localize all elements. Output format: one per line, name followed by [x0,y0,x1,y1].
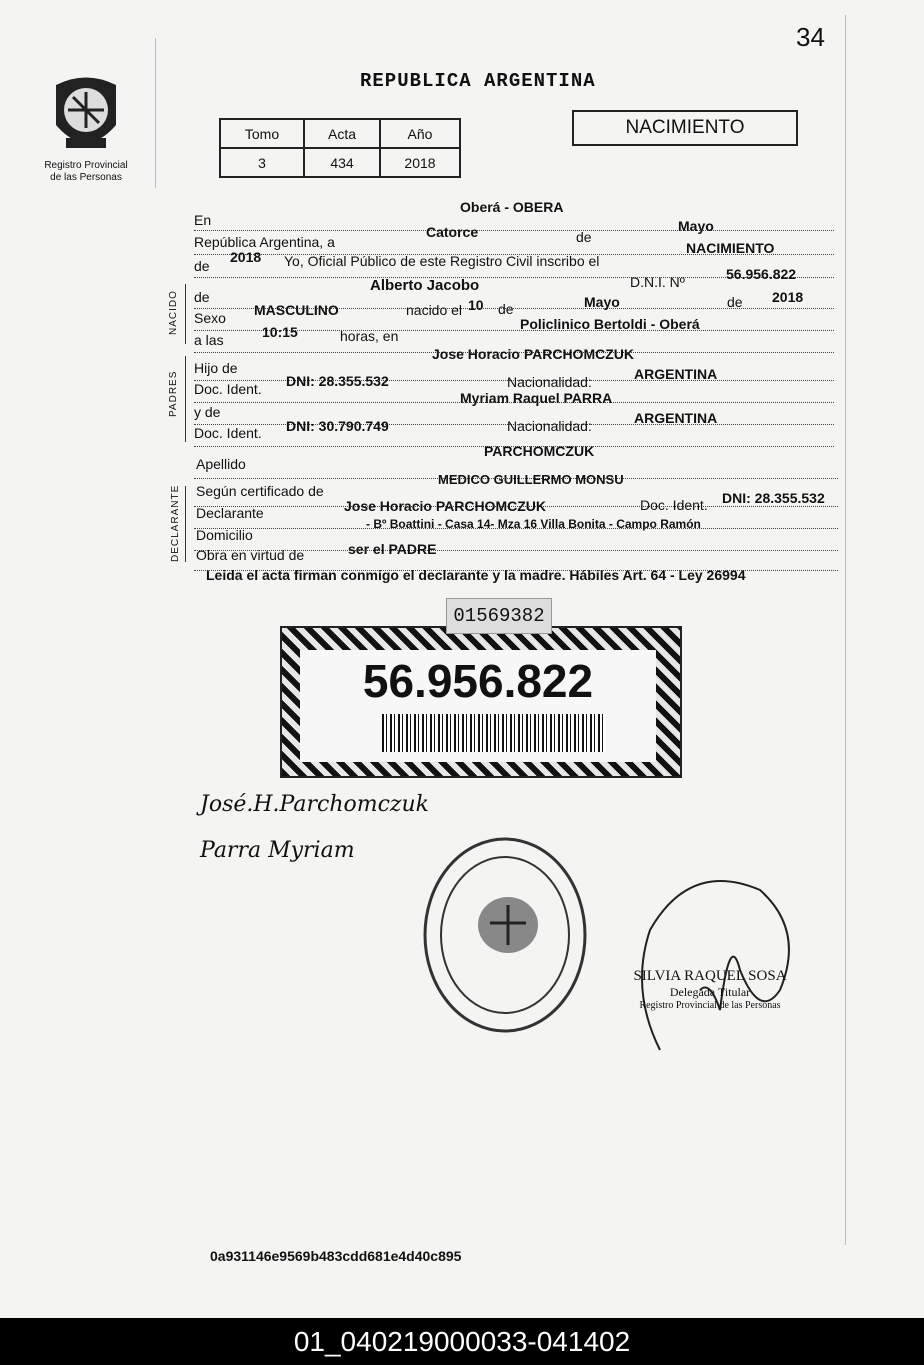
sticker-serial: 01569382 [446,598,552,634]
anio-header: Año [380,119,460,148]
book-table [219,118,461,178]
margin-line [845,15,846,1245]
name-de-label: de [194,289,210,305]
section-divider [185,284,186,344]
de-label-4: de [727,294,743,310]
nac1-value: ARGENTINA [634,366,718,382]
nacido-label: nacido el [406,302,463,318]
sexo-value: MASCULINO [254,302,339,318]
padres-side-label: PADRES [168,370,179,417]
domicilio-value: - Bº Boattini - Casa 14- Mza 16 Villa Bonita - Campo Ramón [366,517,701,531]
doc3-label: Doc. Ident. [640,497,708,513]
logo-caption [30,160,142,184]
logo-caption-line1: Registro Provincial [44,160,128,171]
signer-org: Registro Provincial de las Personas [639,1000,781,1011]
child-name-value: Alberto Jacobo [370,277,480,294]
tomo-header: Tomo [220,119,304,148]
declarante-value: Jose Horacio PARCHOMCZUK [344,498,546,514]
section-divider [185,356,186,442]
footer-id: 01_040219000033-041402 [293,1326,631,1357]
tomo-value: 3 [220,148,304,177]
doc1-value: DNI: 28.355.532 [286,373,389,389]
official-signature-icon [630,870,800,1060]
de-label-2: de [194,258,210,274]
signer-name: SILVIA RAQUEL SOSA [633,968,787,984]
horas-label: horas, en [340,328,399,344]
signer-role: Delegada Titular [669,985,751,999]
year-value: 2018 [230,249,262,265]
record-type-box: NACIMIENTO [572,110,798,146]
father-signature: José.H.Parchomczuk [200,792,430,817]
alas-label: a las [194,332,224,348]
barcode-icon [382,714,606,752]
doc1-label: Doc. Ident. [194,381,262,397]
official-stamp-icon [420,835,590,1035]
birth-day-value: 10 [468,297,484,313]
day-words-value: Catorce [426,224,479,240]
inscribe-value: NACIMIENTO [686,240,775,256]
mother-signature: Parra Myriam [200,838,355,863]
cert-label: Según certificado de [196,483,324,499]
obra-label: Obra en virtud de [196,547,305,563]
de-label: de [576,229,592,245]
apellido-value: PARCHOMCZUK [484,443,595,459]
birth-month-value: Mayo [584,294,620,310]
declarante-label: Declarante [196,505,264,521]
birth-year-value: 2018 [772,289,804,305]
oficial-label: Yo, Oficial Público de este Registro Civil inscribo el [284,253,600,269]
dni-label: D.N.I. Nº [630,274,685,290]
nac1-label: Nacionalidad: [507,374,592,390]
sticker-dni: 56.956.822 [362,655,594,707]
nac2-label: Nacionalidad: [507,418,592,434]
yde-label: y de [194,404,221,420]
doc2-label: Doc. Ident. [194,425,262,441]
acta-value: 434 [304,148,380,177]
obra-value: ser el PADRE [348,541,437,557]
signer-block [620,968,800,1011]
logo-caption-line2: de las Personas [50,172,122,183]
time-value: 10:15 [262,324,298,340]
place-value: Policlinico Bertoldi - Oberá [520,316,700,332]
en-value: Oberá - OBERA [460,199,564,215]
doc2-value: DNI: 30.790.749 [286,418,389,434]
margin-line [155,38,156,188]
mother-value: Myriam Raquel PARRA [460,390,613,406]
sexo-label: Sexo [194,310,226,326]
page-number: 34 [796,22,825,52]
republica-label: República Argentina, a [194,234,335,250]
cert-value: MEDICO GUILLERMO MONSU [438,472,624,487]
acta-header: Acta [304,119,380,148]
apellido-label: Apellido [196,456,246,472]
en-label: En [194,212,212,228]
document-hash: 0a931146e9569b483cdd681e4d40c895 [210,1248,462,1264]
nac2-value: ARGENTINA [634,410,718,426]
misiones-coat-of-arms-icon [46,70,126,160]
domicilio-label: Domicilio [196,527,253,543]
document-title: REPUBLICA ARGENTINA [360,70,596,92]
closing-note: Leida el acta firman conmigo el declarante y la madre. Hábiles Art. 64 - Ley 26994 [206,567,746,583]
doc3-value: DNI: 28.355.532 [722,490,825,506]
declarante-side-label: DECLARANTE [170,484,181,562]
nacido-side-label: NACIDO [168,290,179,335]
dni-value: 56.956.822 [726,266,797,282]
hijo-label: Hijo de [194,360,238,376]
de-label-3: de [498,301,514,317]
section-divider [185,486,186,562]
father-value: Jose Horacio PARCHOMCZUK [432,346,634,362]
month-value: Mayo [678,218,714,234]
anio-value: 2018 [380,148,460,177]
